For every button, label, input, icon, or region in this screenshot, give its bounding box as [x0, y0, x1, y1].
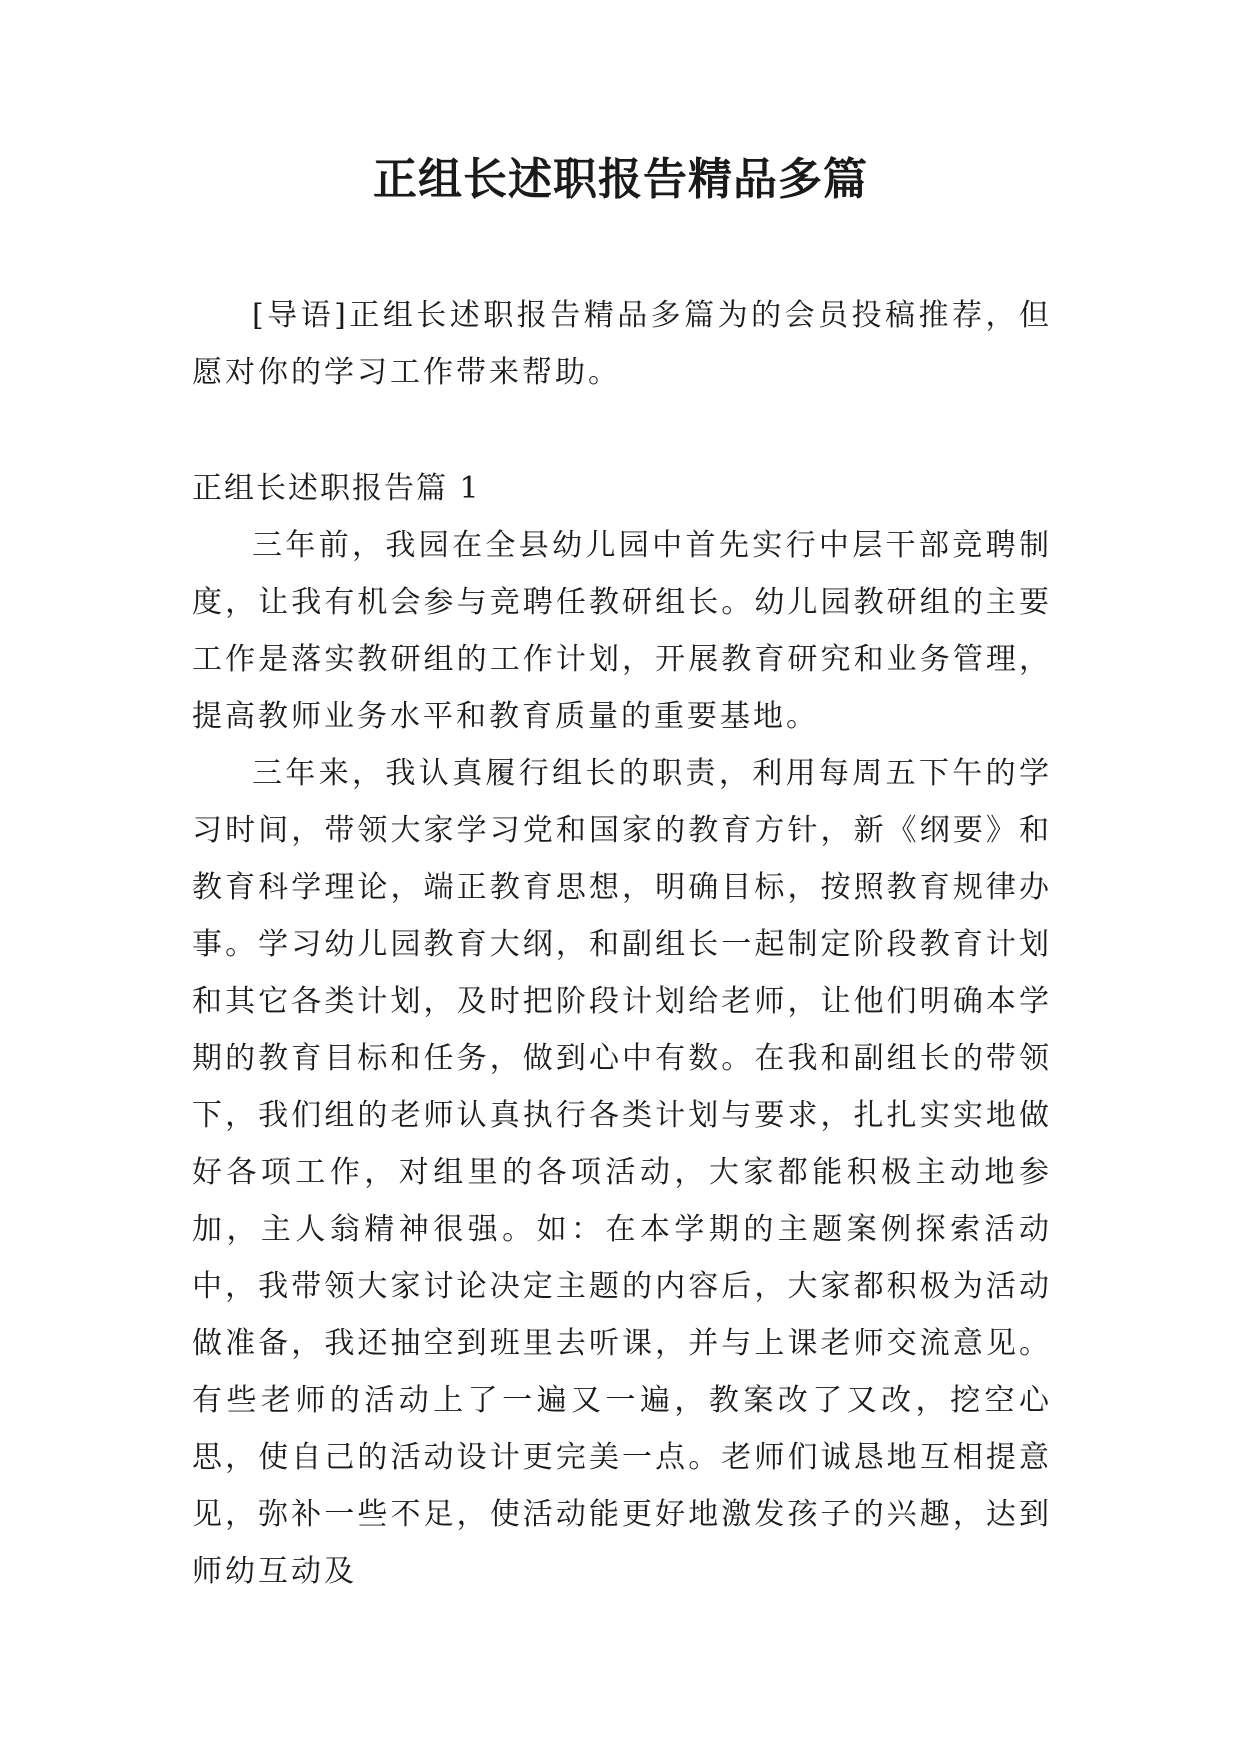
- body-paragraph-2: 三年来，我认真履行组长的职责，利用每周五下午的学习时间，带领大家学习党和国家的教育方针，新《纲要》和教育科学理论，端正教育思想，明确目标，按照教育规律办事。学习幼儿园教育大纲，和副组长一起制定阶段教育计划和其它各类计划，及时把阶段计划给老师，让他们明确本学期的教育目标和任务，做到心中有数。在我和副组长的带领下，我们组的老师认真执行各类计划与要求，扎扎实实地做好各项工作，对组里的各项活动，大家都能积极主动地参加，主人翁精神很强。如：在本学期的主题案例探索活动中，我带领大家讨论决定主题的内容后，大家都积极为活动做准备，我还抽空到班里去听课，并与上课老师交流意见。有些老师的活动上了一遍又一遍，教案改了又改，挖空心思，使自己的活动设计更完美一点。老师们诚恳地互相提意见，弥补一些不足，使活动能更好地激发孩子的兴趣，达到师幼互动及: [192, 756, 1052, 1589]
- document-body: [192, 287, 1052, 1600]
- section-heading: 正组长述职报告篇 1: [192, 471, 481, 506]
- document-title: 正组长述职报告精品多篇: [373, 154, 868, 205]
- body-paragraph-1: 三年前，我园在全县幼儿园中首先实行中层干部竞聘制度，让我有机会参与竞聘任教研组长。幼儿园教研组的主要工作是落实教研组的工作计划，开展教育研究和业务管理，提高教师业务水平和教育质量的重要基地。: [192, 528, 1052, 734]
- intro-paragraph: [导语]正组长述职报告精品多篇为的会员投稿推荐，但愿对你的学习工作带来帮助。: [192, 298, 1052, 390]
